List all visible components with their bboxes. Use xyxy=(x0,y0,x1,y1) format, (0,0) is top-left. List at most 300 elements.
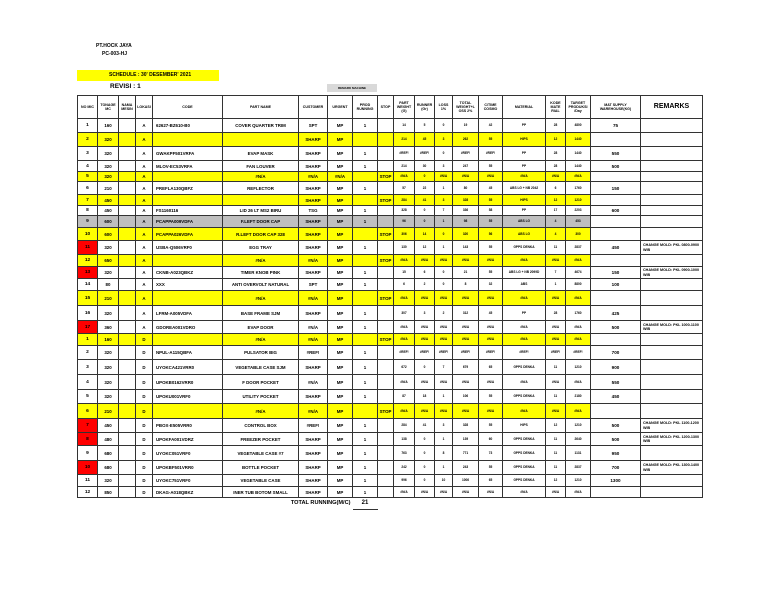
cell-part-name xyxy=(223,195,299,206)
cell-prod-running: 1 xyxy=(353,147,378,161)
cell-lokasi: D xyxy=(136,475,153,487)
cell-stop: STOP xyxy=(378,255,394,267)
cell-target-produksi: #N/A xyxy=(566,321,591,334)
cell-target-produksi: 453 xyxy=(566,216,591,228)
cell-remarks xyxy=(641,334,703,346)
cell-urgent: MP xyxy=(328,306,353,321)
cell-stop xyxy=(378,216,394,228)
cell-total-weight: #REF! xyxy=(453,147,479,161)
cell-loss: 10 xyxy=(435,475,453,487)
cell-lokasi: A xyxy=(136,195,153,206)
cell-part-name: COVER QUARTER TRIM xyxy=(223,119,299,133)
cell-part-name: FREEZER POCKET xyxy=(223,433,299,446)
cell-cycle-time: #N/A xyxy=(479,334,503,346)
cell-cycle-time: #N/A xyxy=(479,487,503,498)
cell-kode-material: 11 xyxy=(546,390,566,404)
cell-loss: 0 xyxy=(435,228,453,241)
cell-no-mic: 2 xyxy=(78,133,98,147)
total-row xyxy=(78,498,703,510)
cell-no-mic: 9 xyxy=(78,216,98,228)
cell-kode-material: 4 xyxy=(546,228,566,241)
cell-cycle-time: 55 xyxy=(479,241,503,255)
column-header-target-produksi: TARGET PRODUKSI /Day xyxy=(566,96,591,119)
cell-lokasi: A xyxy=(136,255,153,267)
cell-target-produksi: 1210 xyxy=(566,195,591,206)
cell-urgent: MP xyxy=(328,334,353,346)
cell-target-produksi: 4674 xyxy=(566,267,591,279)
cell-code: XXX xyxy=(153,279,223,291)
cell-code: UPOKFA001VDRZ xyxy=(153,433,223,446)
table-row xyxy=(78,390,703,404)
cell-loss: 1 xyxy=(435,390,453,404)
cell-nama-mesin xyxy=(119,346,136,360)
cell-no-mic: 4 xyxy=(78,161,98,172)
cell-runner: 3 xyxy=(415,306,435,321)
cell-target-produksi: 4800 xyxy=(566,119,591,133)
cell-customer: SHARP xyxy=(299,147,328,161)
cell-target-produksi: 1760 xyxy=(566,306,591,321)
cell-remarks xyxy=(641,216,703,228)
table-row xyxy=(78,334,703,346)
cell-part-weight: 672 xyxy=(394,360,415,375)
cell-runner: #N/A xyxy=(415,487,435,498)
cell-kode-material: 11 xyxy=(546,241,566,255)
cell-no-mic: 14 xyxy=(78,279,98,291)
cell-kode-material: #N/A xyxy=(546,255,566,267)
column-header-lokasi: LOKASI xyxy=(136,96,153,119)
column-header-loss: LOSS 1% xyxy=(435,96,453,119)
cell-code xyxy=(153,255,223,267)
cell-part-weight: 130 xyxy=(394,241,415,255)
column-header-kode-material: KODE MATE RIAL xyxy=(546,96,566,119)
cell-remarks xyxy=(641,255,703,267)
cell-kode-material: 12 xyxy=(546,419,566,433)
cell-mat-supply xyxy=(591,216,641,228)
cell-mat-supply xyxy=(591,291,641,306)
cell-lokasi: A xyxy=(136,133,153,147)
cell-no-mic: 13 xyxy=(78,267,98,279)
cell-target-produksi: 1131 xyxy=(566,446,591,461)
cell-code: UPOKU001VRF0 xyxy=(153,390,223,404)
cell-prod-running xyxy=(353,228,378,241)
cell-stop xyxy=(378,461,394,475)
cell-runner: 41 xyxy=(415,195,435,206)
cell-remarks: CHANGE MOLD: PKL 1000-1100 WIB xyxy=(641,321,703,334)
cell-cycle-time: 55 xyxy=(479,419,503,433)
column-header-no-mic: NO MIC xyxy=(78,96,98,119)
cell-runner: 41 xyxy=(415,419,435,433)
cell-prod-running xyxy=(353,172,378,182)
cell-remarks xyxy=(641,390,703,404)
cell-customer: #N/A xyxy=(299,334,328,346)
cell-stop: STOP xyxy=(378,334,394,346)
cell-lokasi: A xyxy=(136,182,153,195)
cell-stop xyxy=(378,487,394,498)
cell-part-name: #N/A xyxy=(223,172,299,182)
cell-tonage-mc: 320 xyxy=(98,475,119,487)
cell-code: FS1160116 xyxy=(153,206,223,216)
cell-prod-running: 1 xyxy=(353,419,378,433)
cell-tonage-mc: 320 xyxy=(98,306,119,321)
cell-no-mic: 5 xyxy=(78,390,98,404)
cell-prod-running: 1 xyxy=(353,216,378,228)
cell-no-mic: 8 xyxy=(78,433,98,446)
cell-runner: 0 xyxy=(415,360,435,375)
footer-spacer xyxy=(378,498,703,510)
cell-code: PCAPPA009VDFA xyxy=(153,216,223,228)
cell-part-weight: 96 xyxy=(394,216,415,228)
cell-kode-material: 6 xyxy=(546,182,566,195)
cell-runner: 0 xyxy=(415,461,435,475)
cell-urgent: MP xyxy=(328,487,353,498)
cell-kode-material: 12 xyxy=(546,195,566,206)
table-row xyxy=(78,255,703,267)
cell-stop: STOP xyxy=(378,291,394,306)
cell-stop xyxy=(378,446,394,461)
cell-material: PP xyxy=(503,161,546,172)
table-row xyxy=(78,404,703,419)
cell-customer: SHARP xyxy=(299,306,328,321)
cell-total-weight: #N/A xyxy=(453,291,479,306)
cell-mat-supply: 500 xyxy=(591,433,641,446)
cell-lokasi: D xyxy=(136,334,153,346)
cell-total-weight: 328 xyxy=(453,419,479,433)
cell-urgent: MP xyxy=(328,241,353,255)
cell-material: ABS LG xyxy=(503,216,546,228)
cell-remarks xyxy=(641,161,703,172)
cell-tonage-mc: 450 xyxy=(98,206,119,216)
cell-urgent: #N/A xyxy=(328,172,353,182)
cell-part-weight: 284 xyxy=(394,195,415,206)
cell-nama-mesin xyxy=(119,241,136,255)
cell-remarks xyxy=(641,195,703,206)
cell-prod-running: 1 xyxy=(353,390,378,404)
cell-customer: TSG xyxy=(299,206,328,216)
cell-prod-running: 1 xyxy=(353,346,378,360)
cell-customer: #N/A xyxy=(299,255,328,267)
cell-material: ABS LG + NB 2042 xyxy=(503,182,546,195)
cell-part-name: BOTTLE POCKET xyxy=(223,461,299,475)
table-row xyxy=(78,133,703,147)
cell-part-weight: 328 xyxy=(394,206,415,216)
cell-material: GPPS DENKA xyxy=(503,446,546,461)
cell-runner: 0 xyxy=(415,446,435,461)
column-header-cycle-time: C/TIME COSMO xyxy=(479,96,503,119)
cell-total-weight: 139 xyxy=(453,433,479,446)
cell-mat-supply: 425 xyxy=(591,306,641,321)
cell-code: UYOKC751VRF0 xyxy=(153,475,223,487)
cell-material: HIPS xyxy=(503,419,546,433)
cell-prod-running: 1 xyxy=(353,433,378,446)
cell-mat-supply: 1300 xyxy=(591,475,641,487)
cell-target-produksi: 300 xyxy=(566,228,591,241)
cell-lokasi: D xyxy=(136,419,153,433)
cell-tonage-mc: 320 xyxy=(98,346,119,360)
cell-part-name: BASE FRAME SJM xyxy=(223,306,299,321)
cell-customer: SHARP xyxy=(299,195,328,206)
cell-tonage-mc: 80 xyxy=(98,279,119,291)
cell-total-weight: 312 xyxy=(453,306,479,321)
cell-part-name: INER TUB BOTOM SMALL xyxy=(223,487,299,498)
cell-urgent: MP xyxy=(328,255,353,267)
table-body xyxy=(78,119,703,498)
cell-kode-material: 12 xyxy=(546,475,566,487)
cell-no-mic: 1 xyxy=(78,119,98,133)
table-row xyxy=(78,346,703,360)
cell-runner: 2 xyxy=(415,279,435,291)
column-header-prod-running: PROD RUNNING xyxy=(353,96,378,119)
cell-cycle-time: 73 xyxy=(479,446,503,461)
cell-runner: #N/A xyxy=(415,321,435,334)
cell-cycle-time: 65 xyxy=(479,360,503,375)
cell-nama-mesin xyxy=(119,267,136,279)
cell-loss: #N/A xyxy=(435,172,453,182)
cell-material: #N/A xyxy=(503,334,546,346)
cell-nama-mesin xyxy=(119,216,136,228)
cell-urgent: MP xyxy=(328,446,353,461)
cell-stop xyxy=(378,419,394,433)
cell-no-mic: 7 xyxy=(78,419,98,433)
cell-tonage-mc: 450 xyxy=(98,195,119,206)
table-row xyxy=(78,228,703,241)
cell-nama-mesin xyxy=(119,375,136,390)
cell-stop xyxy=(378,475,394,487)
cell-total-weight: 262 xyxy=(453,133,479,147)
table-row xyxy=(78,241,703,255)
cell-nama-mesin xyxy=(119,404,136,419)
cell-mat-supply xyxy=(591,195,641,206)
cell-lokasi: A xyxy=(136,216,153,228)
cell-target-produksi: 1760 xyxy=(566,182,591,195)
cell-tonage-mc: 320 xyxy=(98,390,119,404)
cell-kode-material: 7 xyxy=(546,267,566,279)
cell-remarks xyxy=(641,306,703,321)
cell-loss: #N/A xyxy=(435,334,453,346)
cell-kode-material: 28 xyxy=(546,306,566,321)
cell-remarks xyxy=(641,279,703,291)
cell-cycle-time: #N/A xyxy=(479,172,503,182)
cell-part-name: #N/A xyxy=(223,291,299,306)
cell-urgent: MP xyxy=(328,279,353,291)
cell-no-mic: 17 xyxy=(78,321,98,334)
table-row xyxy=(78,419,703,433)
cell-stop xyxy=(378,161,394,172)
cell-stop: STOP xyxy=(378,172,394,182)
cell-part-weight: 307 xyxy=(394,306,415,321)
cell-loss: #N/A xyxy=(435,321,453,334)
cell-runner: #N/A xyxy=(415,375,435,390)
cell-tonage-mc: 320 xyxy=(98,360,119,375)
cell-target-produksi: 2837 xyxy=(566,241,591,255)
cell-code xyxy=(153,291,223,306)
cell-prod-running: 1 xyxy=(353,321,378,334)
cell-nama-mesin xyxy=(119,446,136,461)
cell-cycle-time: 45 xyxy=(479,306,503,321)
cell-urgent: MP xyxy=(328,375,353,390)
cell-lokasi: D xyxy=(136,461,153,475)
cell-kode-material: 11 xyxy=(546,461,566,475)
cell-mat-supply xyxy=(591,255,641,267)
cell-part-name: #N/A xyxy=(223,255,299,267)
column-header-remarks: REMARKS xyxy=(641,96,703,119)
cell-cycle-time: #N/A xyxy=(479,291,503,306)
cell-part-weight: #N/A xyxy=(394,172,415,182)
column-header-runner: RUNNER (Gr) xyxy=(415,96,435,119)
cell-runner: 22 xyxy=(415,182,435,195)
cell-kode-material: 1 xyxy=(546,279,566,291)
cell-material: GPPS DENKA xyxy=(503,475,546,487)
cell-tonage-mc: 600 xyxy=(98,216,119,228)
cell-material: GPPS DENKA xyxy=(503,241,546,255)
cell-part-name: FAN LOUVER xyxy=(223,161,299,172)
cell-loss: 3 xyxy=(435,161,453,172)
column-header-material: MATERIAL xyxy=(503,96,546,119)
cell-prod-running: 1 xyxy=(353,475,378,487)
cell-prod-running xyxy=(353,133,378,147)
cell-remarks xyxy=(641,375,703,390)
cell-lokasi: A xyxy=(136,161,153,172)
schedule-title: SCHEDULE : 30' DESEMBER' 2021 xyxy=(77,70,219,81)
cell-material: #N/A xyxy=(503,375,546,390)
cell-target-produksi: #N/A xyxy=(566,291,591,306)
cell-loss: #N/A xyxy=(435,375,453,390)
cell-material: #N/A xyxy=(503,487,546,498)
cell-stop xyxy=(378,279,394,291)
cell-cycle-time: 60 xyxy=(479,433,503,446)
cell-target-produksi: 1440 xyxy=(566,161,591,172)
cell-code xyxy=(153,334,223,346)
cell-no-mic: 2 xyxy=(78,346,98,360)
cell-target-produksi: 1210 xyxy=(566,475,591,487)
table-row xyxy=(78,433,703,446)
cell-runner: 12 xyxy=(415,241,435,255)
cell-code: UPOKB0162VRR0 xyxy=(153,375,223,390)
cell-lokasi: D xyxy=(136,346,153,360)
cell-no-mic: 10 xyxy=(78,461,98,475)
cell-code: USBA-Q506VRF0 xyxy=(153,241,223,255)
cell-part-weight: #N/A xyxy=(394,375,415,390)
cell-part-weight: 214 xyxy=(394,161,415,172)
cell-urgent: MP xyxy=(328,228,353,241)
cell-lokasi: D xyxy=(136,487,153,498)
cell-prod-running xyxy=(353,195,378,206)
cell-runner: 30 xyxy=(415,161,435,172)
cell-runner: #N/A xyxy=(415,255,435,267)
cell-stop xyxy=(378,390,394,404)
table-row xyxy=(78,487,703,498)
cell-nama-mesin xyxy=(119,360,136,375)
table-row xyxy=(78,446,703,461)
cell-customer: SHARP xyxy=(299,133,328,147)
cell-nama-mesin xyxy=(119,133,136,147)
cell-runner: #REF! xyxy=(415,346,435,360)
cell-mat-supply: 700 xyxy=(591,346,641,360)
cell-total-weight: 19 xyxy=(453,119,479,133)
cell-target-produksi: 1210 xyxy=(566,419,591,433)
cell-nama-mesin xyxy=(119,206,136,216)
cell-tonage-mc: 320 xyxy=(98,133,119,147)
cell-total-weight: #N/A xyxy=(453,487,479,498)
cell-tonage-mc: 360 xyxy=(98,321,119,334)
cell-cycle-time: #N/A xyxy=(479,404,503,419)
table-row xyxy=(78,279,703,291)
cell-cycle-time: 65 xyxy=(479,475,503,487)
cell-material: #N/A xyxy=(503,291,546,306)
cell-stop xyxy=(378,147,394,161)
cell-code: PCAPPA026VDFA xyxy=(153,228,223,241)
cell-stop xyxy=(378,433,394,446)
cell-mat-supply: 550 xyxy=(591,147,641,161)
cell-nama-mesin xyxy=(119,433,136,446)
cell-tonage-mc: 320 xyxy=(98,375,119,390)
table-row xyxy=(78,306,703,321)
cell-no-mic: 6 xyxy=(78,404,98,419)
cell-stop xyxy=(378,206,394,216)
table-row xyxy=(78,267,703,279)
cell-loss: 0 xyxy=(435,119,453,133)
cell-code: PREFLA130QBFZ xyxy=(153,182,223,195)
cell-total-weight: 1006 xyxy=(453,475,479,487)
cell-part-weight: #N/A xyxy=(394,255,415,267)
column-header-customer: CUSTOMER xyxy=(299,96,328,119)
table-row xyxy=(78,206,703,216)
cell-no-mic: 4 xyxy=(78,375,98,390)
cell-cycle-time: #N/A xyxy=(479,375,503,390)
cell-urgent: MP xyxy=(328,321,353,334)
cell-remarks xyxy=(641,487,703,498)
cell-material: ABS xyxy=(503,279,546,291)
cell-loss: 2 xyxy=(435,306,453,321)
cell-prod-running: 1 xyxy=(353,461,378,475)
cell-part-weight: #N/A xyxy=(394,487,415,498)
cell-code: CKNB-A023QBKZ xyxy=(153,267,223,279)
cell-nama-mesin xyxy=(119,291,136,306)
cell-runner: #REF! xyxy=(415,147,435,161)
cell-part-name: EGG TRAY xyxy=(223,241,299,255)
cell-remarks xyxy=(641,147,703,161)
cell-loss: #N/A xyxy=(435,291,453,306)
cell-total-weight: #N/A xyxy=(453,375,479,390)
table-row xyxy=(78,172,703,182)
cell-material: #N/A xyxy=(503,321,546,334)
cell-kode-material: 4 xyxy=(546,216,566,228)
cell-material: GPPS DENKA xyxy=(503,360,546,375)
cell-customer: SHARP xyxy=(299,487,328,498)
cell-runner: 0 xyxy=(415,433,435,446)
cell-customer: SHARP xyxy=(299,182,328,195)
cell-cycle-time: #REF! xyxy=(479,346,503,360)
cell-prod-running: 1 xyxy=(353,267,378,279)
table-row xyxy=(78,321,703,334)
cell-part-weight: 214 xyxy=(394,133,415,147)
cell-material: ABS LG + NB 2099D xyxy=(503,267,546,279)
cell-mat-supply: 600 xyxy=(591,206,641,216)
cell-part-weight: 15 xyxy=(394,267,415,279)
cell-part-name: F DOOR POCKET xyxy=(223,375,299,390)
cell-material: PP xyxy=(503,119,546,133)
cell-material: HIPS xyxy=(503,133,546,147)
cell-lokasi: A xyxy=(136,291,153,306)
cell-cycle-time: 55 xyxy=(479,390,503,404)
cell-cycle-time: 58 xyxy=(479,206,503,216)
cell-cycle-time: #N/A xyxy=(479,321,503,334)
table-row xyxy=(78,119,703,133)
cell-tonage-mc: 850 xyxy=(98,487,119,498)
table-row xyxy=(78,161,703,172)
cell-stop xyxy=(378,133,394,147)
cell-nama-mesin xyxy=(119,390,136,404)
cell-tonage-mc: 320 xyxy=(98,241,119,255)
